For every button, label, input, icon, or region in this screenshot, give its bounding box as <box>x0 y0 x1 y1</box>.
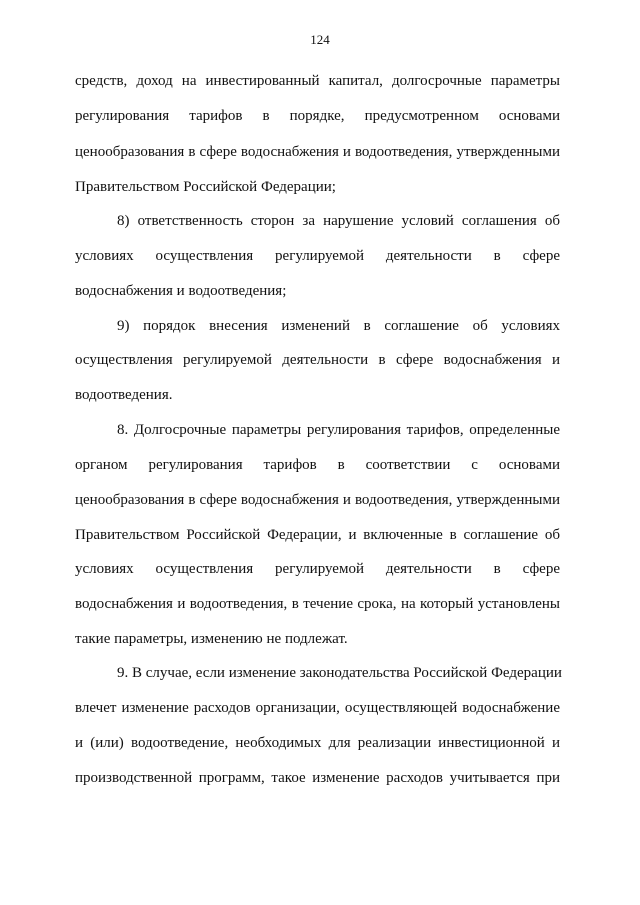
text-line: регулирования тарифов в порядке, предусмотренном основами <box>75 108 560 124</box>
text-line: производственной программ, такое изменение расходов учитывается при <box>75 770 560 786</box>
text-line: средств, доход на инвестированный капитал, долгосрочные параметры <box>75 73 560 89</box>
text-line: условиях осуществления регулируемой деятельности в сфере <box>75 248 560 264</box>
text-line: водоснабжения и водоотведения; <box>75 283 287 299</box>
text-line: влечет изменение расходов организации, осуществляющей водоснабжение <box>75 700 560 716</box>
text-line: ценообразования в сфере водоснабжения и водоотведения, утвержденными <box>75 492 560 508</box>
text-line: водоснабжения и водоотведения, в течение срока, на который установлены <box>75 596 560 612</box>
text-line: органом регулирования тарифов в соответствии с основами <box>75 457 560 473</box>
text-line: такие параметры, изменению не подлежат. <box>75 631 348 647</box>
text-line: Правительством Российской Федерации; <box>75 179 336 195</box>
text-line: условиях осуществления регулируемой деятельности в сфере <box>75 561 560 577</box>
text-line: водоотведения. <box>75 387 173 403</box>
text-line: и (или) водоотведение, необходимых для реализации инвестиционной и <box>75 735 560 751</box>
text-line: 9. В случае, если изменение законодательства Российской Федерации <box>117 665 562 681</box>
text-line: 8. Долгосрочные параметры регулирования тарифов, определенные <box>117 422 560 438</box>
text-line: 8) ответственность сторон за нарушение условий соглашения об <box>117 213 560 229</box>
text-line: осуществления регулируемой деятельности в сфере водоснабжения и <box>75 352 560 368</box>
page-number: 124 <box>310 32 330 47</box>
text-line: Правительством Российской Федерации, и включенные в соглашение об <box>75 527 560 543</box>
text-line: 9) порядок внесения изменений в соглашение об условиях <box>117 318 560 334</box>
text-line: ценообразования в сфере водоснабжения и водоотведения, утвержденными <box>75 144 560 160</box>
